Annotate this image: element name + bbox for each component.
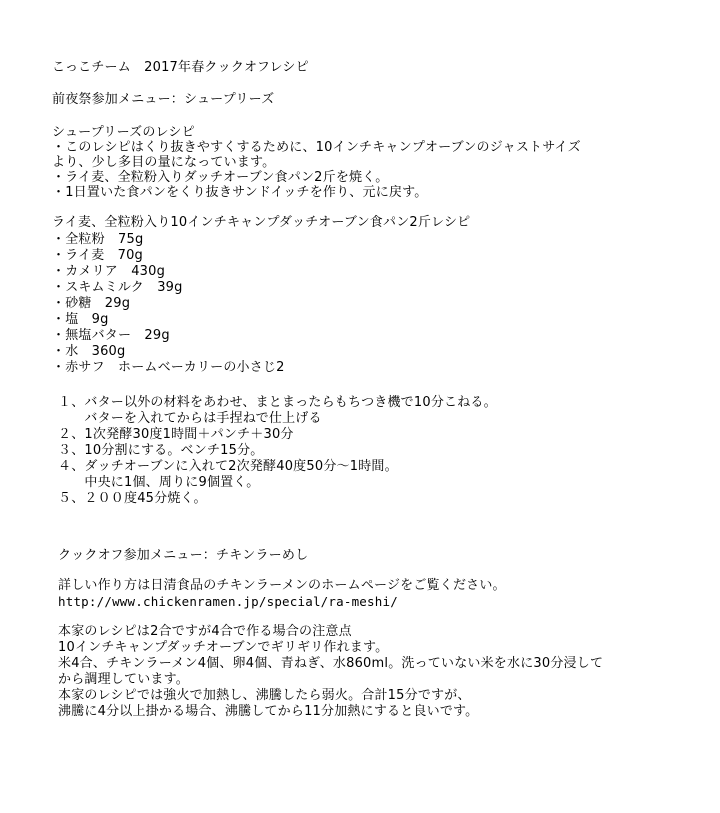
cookoff-detail: 詳しい作り方は日清食品のチキンラーメンのホームページをご覧ください。 (58, 578, 506, 593)
step-line: ４、ダッチオーブンに入れて2次発酵40度50分～1時間。 (58, 459, 398, 474)
step-line: １、バター以外の材料をあわせ、まとまったらもちつき機で10分こねる。 (58, 395, 497, 410)
cookoff-note: 10インチキャンプダッチオーブンでギリギリ作れます。 (58, 640, 389, 655)
choux-recipe-line: ・1日置いた食パンをくり抜きサンドイッチを作り、元に戻す。 (52, 185, 428, 200)
step-line: ２、1次発酵30度1時間＋パンチ＋30分 (58, 427, 294, 442)
cookoff-note: 本家のレシピは2合ですが4合で作る場合の注意点 (58, 624, 352, 639)
ingredient-item: ・砂糖 29g (52, 296, 131, 311)
ingredient-item: ・ライ麦 70g (52, 248, 144, 263)
choux-recipe-heading: シュープリーズのレシピ (52, 125, 195, 140)
step-line: ５、２００度45分焼く。 (58, 491, 207, 506)
ingredient-item: ・カメリア 430g (52, 264, 166, 279)
ingredient-item: ・スキムミルク 39g (52, 280, 183, 295)
step-line: 中央に1個、周りに9個置く。 (58, 475, 260, 490)
ingredient-item: ・塩 9g (52, 312, 109, 327)
step-line: ３、10分割にする。ベンチ15分。 (58, 443, 264, 458)
choux-recipe-line: ・このレシピはくり抜きやすくするために、10インチキャンプオーブンのジャストサイズ (52, 140, 581, 155)
cookoff-menu-heading: クックオフ参加メニュー：チキンラーめし (58, 548, 309, 563)
cookoff-note: から調理しています。 (58, 672, 189, 687)
document-title: こっこチーム 2017年春クックオフレシピ (52, 60, 309, 75)
eve-menu-heading: 前夜祭参加メニュー：シュープリーズ (52, 92, 275, 107)
recipe-url-link[interactable]: http://www.chickenramen.jp/special/ra-meshi/ (58, 594, 398, 609)
ingredient-item: ・赤サフ ホームベーカリーの小さじ2 (52, 360, 285, 375)
ingredient-item: ・水 360g (52, 344, 126, 359)
cookoff-note: 米4合、チキンラーメン4個、卵4個、青ねぎ、水860ml。洗っていない米を水に30分浸して (58, 656, 604, 671)
step-line: バターを入れてからは手捏ねで仕上げる (58, 411, 322, 426)
choux-recipe-line: より、少し多目の量になっています。 (52, 155, 276, 170)
cookoff-note: 沸騰に4分以上掛かる場合、沸騰してから11分加熱にすると良いです。 (58, 704, 479, 719)
ingredient-item: ・全粒粉 75g (52, 232, 144, 247)
bread-recipe-heading: ライ麦、全粒粉入り10インチキャンプダッチオーブン食パン2斤レシピ (52, 215, 471, 230)
choux-recipe-line: ・ライ麦、全粒粉入りダッチオーブン食パン2斤を焼く。 (52, 170, 389, 185)
ingredient-item: ・無塩バター 29g (52, 328, 170, 343)
cookoff-note: 本家のレシピでは強火で加熱し、沸騰したら弱火。合計15分ですが、 (58, 688, 471, 703)
